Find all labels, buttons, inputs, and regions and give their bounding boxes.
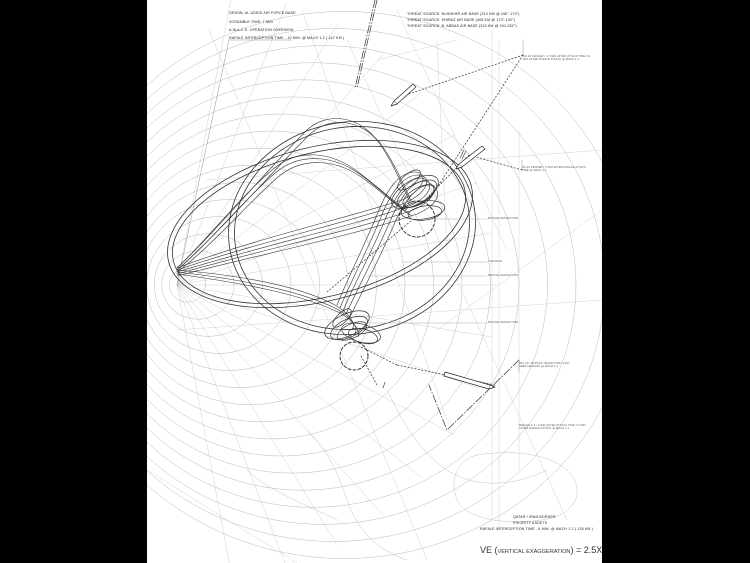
origin-label: ORIGIN: AL UDEID AIR FORCE BASE <box>229 11 296 15</box>
terrain-contours <box>247 390 577 560</box>
border-label: QATAR / IRAN BORDER <box>513 515 556 519</box>
rafale-intercept-label-2: RAFALE INTERCEPTION TIME - 8 MIN. @ MACH 1.2 ( 135 KM ) <box>480 527 594 531</box>
awacs-overview-label: A.W.A.C.S. OPERATION OVERVIEW <box>229 28 294 32</box>
construction-lines <box>147 10 602 563</box>
bearing-line <box>177 55 383 285</box>
missile-deflection-label-1: MISSILE DEFLECTION <box>488 217 519 220</box>
threat-source-bandar-abbas: THREAT SOURCE: B. ABBAS AIR BASE (315 KM @ 241-252°) <box>407 24 517 28</box>
missile-deflection-label-2: MISSILE DEFLECTION <box>488 274 519 277</box>
scramble-time-label: SCRAMBLE TIME: 7 MIN <box>229 20 273 24</box>
bearing-line <box>177 25 337 285</box>
bearing-line <box>177 285 454 435</box>
drawing-sheet <box>147 0 602 563</box>
su24-annotation: SU-24 FENCER / 4.7 MIN AFTER ATTACK TIME 3.0 MIN AFTER RAFALE ATTACK @ MACH 1.1 <box>523 55 591 62</box>
vertical-exaggeration-note <box>480 545 602 555</box>
missile-deflection-label-3: MISSILE DEFLECTION <box>488 321 519 324</box>
bearing-line <box>177 233 492 285</box>
bearing-line <box>177 285 337 545</box>
mirage-annotation: MIRAGE F-1 / 4 MIN AFTER ATTACK TIME 7.0 MIN AFTER RAFALE ATTACK @ MACH 1.1 <box>519 424 586 431</box>
priority-assets-label: PRIORITY ASSETS <box>513 521 548 525</box>
mig29-annotation: MIG-29 / MISSILE TRAJECTORY LAST SEEN HEADING @ MACH 1.1 <box>519 362 570 369</box>
bearing-line <box>177 285 383 515</box>
threat-source-bushehr: THREAT SOURCE: BUSHEHR AIR BASE (310 KM @ 156°-170°) <box>407 12 520 16</box>
flight-paths <box>177 119 438 337</box>
threat-trajectories <box>327 0 523 430</box>
ve-prefix: VE ( <box>480 545 498 555</box>
bearing-line <box>177 0 233 285</box>
ve-suffix: ) = 2.5X <box>570 545 602 555</box>
bearing-line <box>177 92 422 285</box>
bearing-line <box>177 3 286 285</box>
bearing-line <box>177 285 422 478</box>
ve-label: VERTICAL EXAGGERATION <box>497 549 571 555</box>
threat-source-shiraz: THREAT SOURCE: SHIRAZ AIR BASE (408 KM @ 170°-192°) <box>407 18 516 22</box>
rafale-intercept-label: RAFALE INTERCEPTION TIME - 10 MIN. @ MACH 1.2 ( 147 KM ) <box>229 36 345 40</box>
intercept-envelope <box>150 102 493 354</box>
drawing-canvas <box>147 0 602 563</box>
threat-ticks <box>519 40 523 372</box>
su24-annotation-b: SU-24 FENCER / 5 MIN AFTER RAFALE ATTACK TIME @ MACH 1.1 <box>522 166 586 173</box>
tracking-label: TRACKING <box>488 260 503 263</box>
bearing-line <box>177 285 286 563</box>
